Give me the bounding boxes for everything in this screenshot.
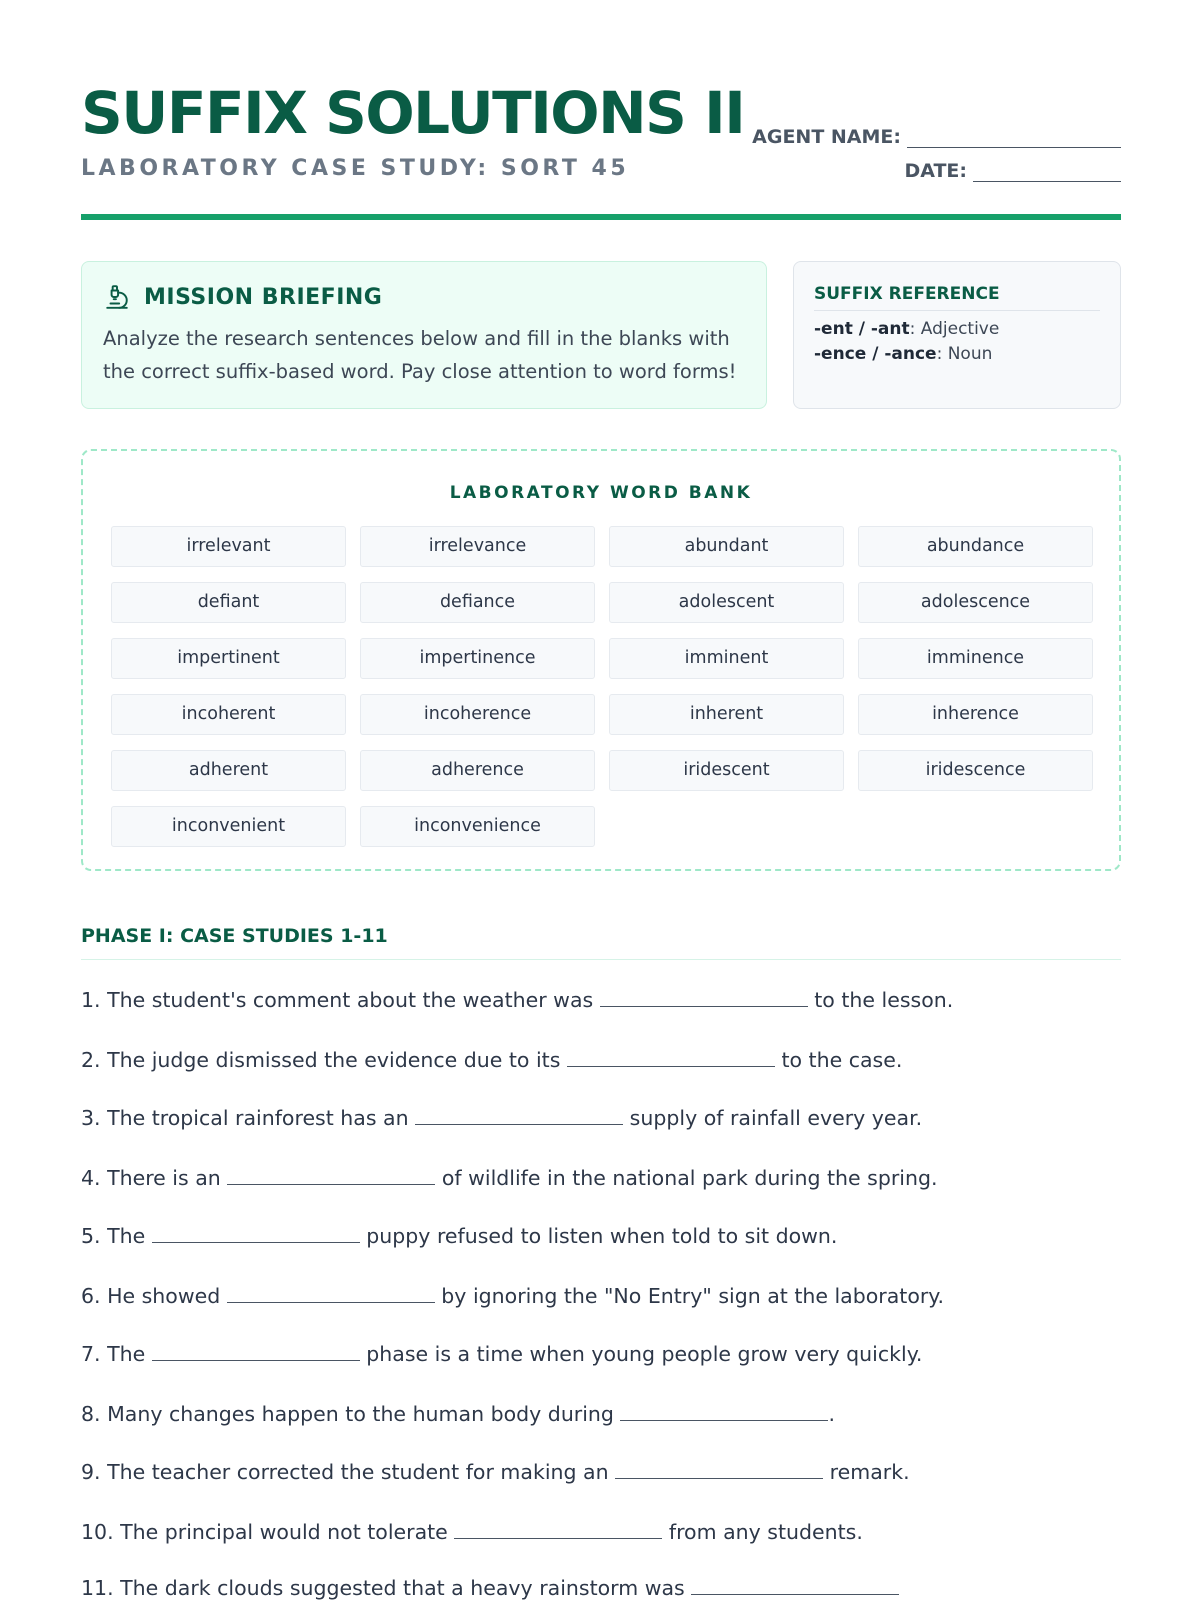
word-bank-item: imminent	[609, 638, 844, 679]
question	[81, 1048, 902, 1072]
question-text: 11. The dark clouds suggested that a heavy rainstorm was	[81, 1576, 685, 1600]
question-text-end: by ignoring the "No Entry" sign at the laboratory.	[441, 1284, 945, 1308]
answer-blank[interactable]	[227, 1284, 435, 1303]
reference-title: SUFFIX REFERENCE	[814, 284, 1100, 311]
word-bank-item: inherent	[609, 694, 844, 735]
question	[81, 1342, 922, 1366]
word-bank-item: defiant	[111, 582, 346, 623]
header-divider	[81, 214, 1121, 220]
question	[81, 988, 953, 1012]
question	[81, 1460, 910, 1484]
word-bank	[81, 449, 1121, 871]
question-text: 6. He showed	[81, 1284, 221, 1308]
answer-blank[interactable]	[415, 1106, 623, 1125]
agent-name-line[interactable]	[907, 127, 1121, 148]
word-bank-grid	[111, 526, 1091, 847]
question-text-end: phase is a time when young people grow very quickly.	[366, 1342, 923, 1366]
question	[81, 1106, 922, 1130]
answer-blank[interactable]	[615, 1460, 823, 1479]
briefing-text: Analyze the research sentences below and fill in the blanks with the correct suffix-based word. Pay close attention to word forms!	[103, 327, 737, 383]
microscope-icon	[104, 284, 130, 310]
word-bank-item: iridescent	[609, 750, 844, 791]
word-bank-item: inherence	[858, 694, 1093, 735]
word-bank-item: imminence	[858, 638, 1093, 679]
date-field[interactable]	[904, 160, 1121, 182]
answer-blank[interactable]	[227, 1166, 435, 1185]
reference-suffix: -ence / -ance	[814, 344, 937, 364]
word-bank-item: iridescence	[858, 750, 1093, 791]
reference-type: Adjective	[920, 319, 1000, 339]
page-title: SUFFIX SOLUTIONS II	[81, 79, 745, 147]
briefing-title: MISSION BRIEFING	[144, 284, 383, 310]
word-bank-item: adherent	[111, 750, 346, 791]
answer-blank[interactable]	[567, 1048, 775, 1067]
question-text-end: to the lesson.	[814, 988, 954, 1012]
word-bank-item: abundance	[858, 526, 1093, 567]
answer-blank[interactable]	[152, 1224, 360, 1243]
question-text-end: puppy refused to listen when told to sit down.	[366, 1224, 838, 1248]
question-text: 1. The student's comment about the weather was	[81, 988, 594, 1012]
word-bank-item: impertinence	[360, 638, 595, 679]
mission-briefing-panel	[81, 261, 767, 409]
answer-blank[interactable]	[152, 1342, 360, 1361]
word-bank-item: adherence	[360, 750, 595, 791]
answer-blank[interactable]	[691, 1576, 899, 1595]
page-subtitle: LABORATORY CASE STUDY: SORT 45	[81, 156, 630, 181]
word-bank-item: impertinent	[111, 638, 346, 679]
reference-suffix: -ent / -ant	[814, 319, 910, 339]
word-bank-item: irrelevance	[360, 526, 595, 567]
word-bank-item: inconvenient	[111, 806, 346, 847]
suffix-reference-panel	[793, 261, 1121, 409]
word-bank-item: adolescent	[609, 582, 844, 623]
answer-blank[interactable]	[620, 1402, 828, 1421]
question-text: 8. Many changes happen to the human body during	[81, 1402, 614, 1426]
question-text-end: .	[828, 1402, 836, 1426]
phase-title: PHASE I: CASE STUDIES 1-11	[81, 925, 1121, 960]
agent-name-label: AGENT NAME:	[752, 126, 901, 148]
question-text: 10. The principal would not tolerate	[81, 1520, 448, 1544]
question	[81, 1284, 944, 1308]
answer-blank[interactable]	[454, 1520, 662, 1539]
question-text-end: from any students.	[668, 1520, 863, 1544]
word-bank-item: defiance	[360, 582, 595, 623]
word-bank-title: LABORATORY WORD BANK	[449, 483, 753, 503]
question-text-end: of wildlife in the national park during the spring.	[441, 1166, 938, 1190]
reference-type: Noun	[947, 344, 993, 364]
question	[81, 1224, 837, 1248]
question	[81, 1166, 938, 1190]
word-bank-item: incoherent	[111, 694, 346, 735]
word-bank-item: abundant	[609, 526, 844, 567]
date-line[interactable]	[973, 161, 1121, 182]
date-label: DATE:	[904, 160, 967, 182]
word-bank-item: irrelevant	[111, 526, 346, 567]
question-text: 3. The tropical rainforest has an	[81, 1106, 409, 1130]
question-text-end: to the case.	[781, 1048, 903, 1072]
agent-name-field[interactable]	[752, 126, 1121, 148]
question	[81, 1576, 899, 1600]
question-text: 4. There is an	[81, 1166, 221, 1190]
word-bank-item: incoherence	[360, 694, 595, 735]
question-text: 9. The teacher corrected the student for making an	[81, 1460, 609, 1484]
question-text: 2. The judge dismissed the evidence due to its	[81, 1048, 561, 1072]
word-bank-item: inconvenience	[360, 806, 595, 847]
question-text-end: remark.	[829, 1460, 910, 1484]
reference-row: -ent / -ant: Adjective	[814, 319, 1000, 339]
question	[81, 1402, 835, 1426]
question-text: 5. The	[81, 1224, 146, 1248]
reference-row: -ence / -ance: Noun	[814, 344, 993, 364]
word-bank-item: adolescence	[858, 582, 1093, 623]
question-text: 7. The	[81, 1342, 146, 1366]
answer-blank[interactable]	[600, 988, 808, 1007]
question-text-end: supply of rainfall every year.	[629, 1106, 923, 1130]
question	[81, 1520, 863, 1544]
